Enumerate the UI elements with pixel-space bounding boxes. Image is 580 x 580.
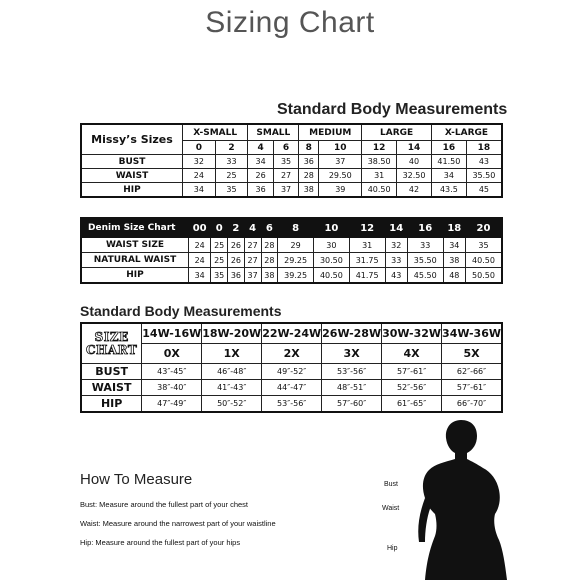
table-cell: 34 — [183, 183, 216, 198]
table-cell: 27 — [244, 253, 261, 268]
page-title: Sizing Chart — [205, 6, 375, 39]
row-label: WAIST — [81, 169, 183, 183]
plus-x-size-row — [81, 344, 502, 364]
x-size: 0X — [142, 344, 202, 364]
table-cell: 31.75 — [349, 253, 385, 268]
row-label: HIP — [81, 268, 189, 284]
table-cell: 40.50 — [314, 268, 350, 284]
row-label: HIP — [81, 396, 142, 413]
row-label: NATURAL WAIST — [81, 253, 189, 268]
bust-instruction: Bust: Measure around the fullest part of your chest — [80, 500, 249, 509]
row-label: BUST — [81, 155, 183, 169]
group-header: LARGE — [362, 124, 432, 141]
table-cell: 45.50 — [407, 268, 443, 284]
table-cell: 57″-60″ — [322, 396, 382, 413]
w-range: 22W-24W — [262, 323, 322, 344]
table-cell: 43 — [466, 155, 502, 169]
plus-w-range-row — [81, 323, 502, 344]
plus-size-table — [80, 322, 503, 413]
table-cell: 36 — [228, 268, 245, 284]
table-cell: 24 — [183, 169, 216, 183]
denim-size: 18 — [443, 218, 465, 238]
table-cell: 33 — [385, 253, 407, 268]
table-cell: 57″-61″ — [382, 364, 442, 380]
x-size: 3X — [322, 344, 382, 364]
row-label: WAIST — [81, 380, 142, 396]
table-cell: 32.50 — [397, 169, 432, 183]
table-cell: 40.50 — [465, 253, 502, 268]
table-cell: 25 — [211, 253, 228, 268]
table-cell: 48″-51″ — [322, 380, 382, 396]
table-cell: 38″-40″ — [142, 380, 202, 396]
table-cell: 61″-65″ — [382, 396, 442, 413]
denim-size: 16 — [407, 218, 443, 238]
table-cell: 35.50 — [407, 253, 443, 268]
table-cell: 38 — [299, 183, 319, 198]
table-cell: 26 — [228, 238, 245, 253]
table-cell: 27 — [244, 238, 261, 253]
table-row — [81, 169, 502, 183]
table-cell: 47″-49″ — [142, 396, 202, 413]
group-header: X-SMALL — [183, 124, 248, 141]
table-cell: 24 — [189, 253, 211, 268]
waist-instruction: Waist: Measure around the narrowest part of your waistline — [80, 519, 276, 528]
size-number: 8 — [299, 141, 319, 155]
size-number: 16 — [431, 141, 466, 155]
table-cell: 30.50 — [314, 253, 350, 268]
size-number: 0 — [183, 141, 216, 155]
table-cell: 38 — [443, 253, 465, 268]
plus-measurements-title: Standard Body Measurements — [80, 303, 282, 319]
table-cell: 30 — [314, 238, 350, 253]
size-number: 4 — [248, 141, 273, 155]
size-number: 6 — [273, 141, 298, 155]
size-number: 10 — [319, 141, 362, 155]
table-cell: 34 — [443, 238, 465, 253]
size-number: 12 — [362, 141, 397, 155]
table-row — [81, 183, 502, 198]
table-cell: 37 — [319, 155, 362, 169]
denim-size: 10 — [314, 218, 350, 238]
table-cell: 35.50 — [466, 169, 502, 183]
table-cell: 44″-47″ — [262, 380, 322, 396]
w-range: 18W-20W — [202, 323, 262, 344]
table-cell: 57″-61″ — [442, 380, 502, 396]
table-cell: 27 — [273, 169, 298, 183]
x-size: 1X — [202, 344, 262, 364]
table-cell: 35 — [273, 155, 298, 169]
table-cell: 34 — [431, 169, 466, 183]
group-header: X-LARGE — [431, 124, 502, 141]
table-cell: 48 — [443, 268, 465, 284]
denim-size: 6 — [261, 218, 278, 238]
table-cell: 37 — [244, 268, 261, 284]
table-cell: 66″-70″ — [442, 396, 502, 413]
table-cell: 34 — [248, 155, 273, 169]
denim-size: 0 — [211, 218, 228, 238]
table-cell: 29 — [278, 238, 314, 253]
denim-size: 14 — [385, 218, 407, 238]
table-cell: 42 — [397, 183, 432, 198]
table-cell: 45 — [466, 183, 502, 198]
table-cell: 25 — [215, 169, 248, 183]
denim-size: 4 — [244, 218, 261, 238]
how-to-measure-title: How To Measure — [80, 471, 193, 488]
table-cell: 35 — [465, 238, 502, 253]
table-cell: 41.50 — [431, 155, 466, 169]
row-label: BUST — [81, 364, 142, 380]
table-cell: 43 — [385, 268, 407, 284]
missy-group-row — [81, 124, 502, 141]
standard-measurements-title: Standard Body Measurements — [277, 101, 508, 118]
figure-label-waist: Waist — [382, 505, 400, 512]
table-cell: 28 — [261, 253, 278, 268]
table-cell: 26 — [248, 169, 273, 183]
size-chart-word-size: SIZE — [94, 329, 129, 344]
row-label: WAIST SIZE — [81, 238, 189, 253]
table-cell: 53″-56″ — [262, 396, 322, 413]
x-size: 4X — [382, 344, 442, 364]
size-chart-logo — [81, 323, 142, 364]
table-cell: 39.25 — [278, 268, 314, 284]
table-cell: 50.50 — [465, 268, 502, 284]
denim-size-table — [80, 217, 503, 284]
x-size: 5X — [442, 344, 502, 364]
table-cell: 33 — [407, 238, 443, 253]
table-cell: 32 — [183, 155, 216, 169]
table-cell: 28 — [299, 169, 319, 183]
denim-header-row — [81, 218, 502, 238]
hip-instruction: Hip: Measure around the fullest part of your hips — [80, 538, 241, 547]
size-chart-word-chart: CHART — [85, 342, 138, 357]
table-row — [81, 238, 502, 253]
missy-size-table — [80, 123, 503, 198]
table-row — [81, 268, 502, 284]
table-cell: 24 — [189, 238, 211, 253]
denim-size: 00 — [189, 218, 211, 238]
table-cell: 53″-56″ — [322, 364, 382, 380]
table-cell: 36 — [299, 155, 319, 169]
denim-size: 20 — [465, 218, 502, 238]
table-cell: 40.50 — [362, 183, 397, 198]
table-cell: 28 — [261, 238, 278, 253]
w-range: 14W-16W — [142, 323, 202, 344]
table-cell: 33 — [215, 155, 248, 169]
table-cell: 36 — [248, 183, 273, 198]
table-cell: 41″-43″ — [202, 380, 262, 396]
table-cell: 31 — [362, 169, 397, 183]
table-cell: 31 — [349, 238, 385, 253]
size-number: 18 — [466, 141, 502, 155]
table-cell: 41.75 — [349, 268, 385, 284]
group-header: SMALL — [248, 124, 299, 141]
table-cell: 37 — [273, 183, 298, 198]
table-cell: 40 — [397, 155, 432, 169]
table-cell: 35 — [215, 183, 248, 198]
denim-size: 2 — [228, 218, 245, 238]
table-cell: 29.50 — [319, 169, 362, 183]
table-cell: 50″-52″ — [202, 396, 262, 413]
female-silhouette-icon — [395, 418, 525, 580]
group-header: MEDIUM — [299, 124, 362, 141]
table-cell: 43.5 — [431, 183, 466, 198]
denim-size: 8 — [278, 218, 314, 238]
table-cell: 39 — [319, 183, 362, 198]
table-cell: 43″-45″ — [142, 364, 202, 380]
w-range: 34W-36W — [442, 323, 502, 344]
denim-size: 12 — [349, 218, 385, 238]
table-cell: 38.50 — [362, 155, 397, 169]
denim-chart-label: Denim Size Chart — [81, 218, 189, 238]
w-range: 30W-32W — [382, 323, 442, 344]
table-cell: 49″-52″ — [262, 364, 322, 380]
table-cell: 29.25 — [278, 253, 314, 268]
table-cell: 46″-48″ — [202, 364, 262, 380]
table-row — [81, 380, 502, 396]
table-cell: 52″-56″ — [382, 380, 442, 396]
table-cell: 26 — [228, 253, 245, 268]
table-row — [81, 396, 502, 413]
table-cell: 32 — [385, 238, 407, 253]
table-row — [81, 155, 502, 169]
table-cell: 34 — [189, 268, 211, 284]
table-cell: 25 — [211, 238, 228, 253]
table-row — [81, 253, 502, 268]
missy-sizes-label: Missy’s Sizes — [81, 124, 183, 155]
x-size: 2X — [262, 344, 322, 364]
figure-label-hip: Hip — [387, 545, 398, 552]
size-number: 2 — [215, 141, 248, 155]
size-number: 14 — [397, 141, 432, 155]
w-range: 26W-28W — [322, 323, 382, 344]
table-row — [81, 364, 502, 380]
figure-label-bust: Bust — [384, 481, 399, 488]
row-label: HIP — [81, 183, 183, 198]
table-cell: 38 — [261, 268, 278, 284]
table-cell: 35 — [211, 268, 228, 284]
table-cell: 62″-66″ — [442, 364, 502, 380]
